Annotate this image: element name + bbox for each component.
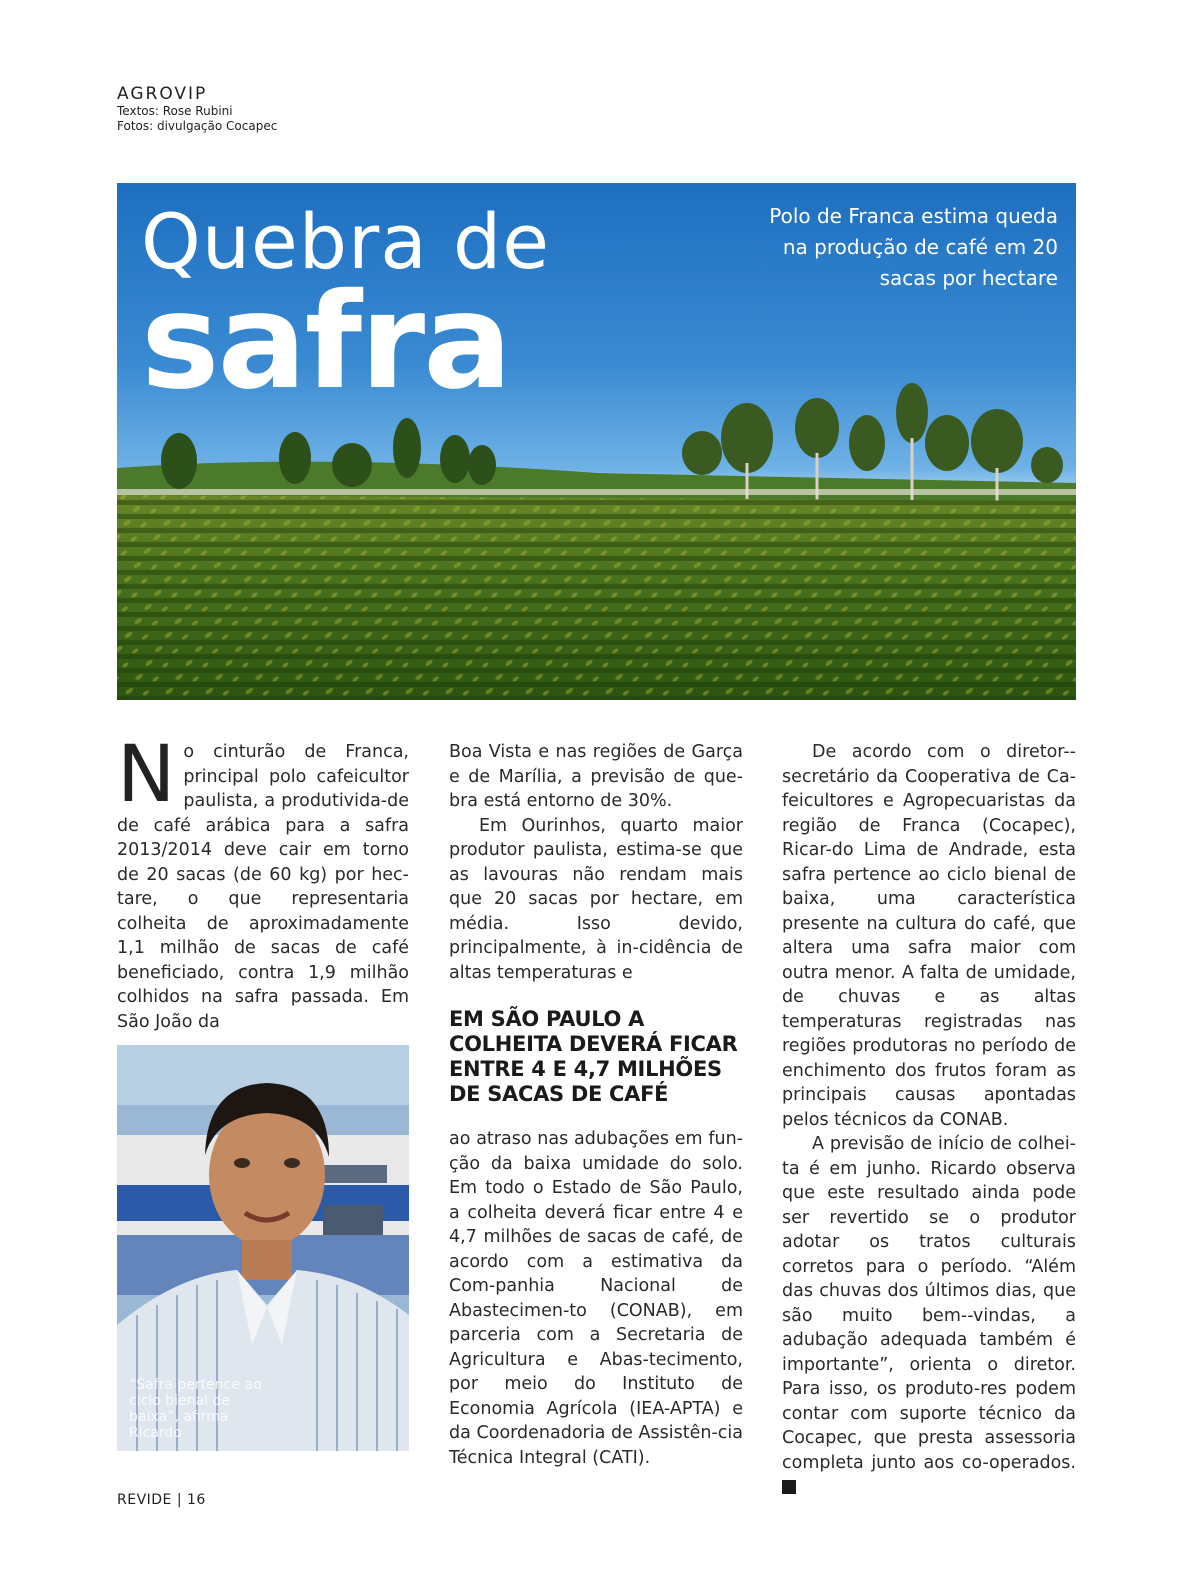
paragraph: ao atraso nas adubações em fun-ção da baixa umidade do solo. Em todo o Estado de São Paulo, a colheita deverá ficar entre 4 e 4,7 milhões de sacas de café, de acordo com a estimativa da Com-panhia Nacional de Abastecimen-to (CONAB), em parceria com a Secretaria de Agricultura e Abas-tecimento, por meio do Instituto de Economia Agrícola (IEA-APTA) e da Coordenadoria de Assistên-cia Técnica Integral (CATI). — [449, 1129, 743, 1468]
page-folio: REVIDE | 16 — [117, 1492, 206, 1508]
texts-credit: Textos: Rose Rubini — [117, 104, 233, 118]
paragraph: Em Ourinhos, quarto maior produtor paulista, estima-se que as lavouras não rendam mais que 20 sacas por hectare, em média. Isso devido, principalmente, à in-cidência de altas temperaturas e — [449, 815, 743, 983]
article-column-3 — [782, 740, 1076, 1500]
hero-image — [117, 183, 1076, 700]
paragraph: Boa Vista e nas regiões de Garça e de Marília, a previsão de que-bra está entorno de 30%. — [449, 742, 743, 811]
headline-line1: Quebra de — [141, 197, 550, 286]
end-of-article-mark: r — [782, 1480, 796, 1494]
photos-credit: Fotos: divulgação Cocapec — [117, 119, 278, 133]
page-header — [117, 86, 277, 133]
portrait-photo — [117, 1045, 409, 1451]
article-column-1 — [117, 730, 409, 1034]
paragraph: De acordo com o diretor--secretário da Cooperativa de Ca-feicultores e Agropecuaristas da região de Franca (Cocapec), Ricar-do Lima de Andrade, esta safra pertence ao ciclo bienal de baixa, uma característica presente na cultura do café, que altera uma safra maior com outra menor. A falta de umidade, de chuvas e as altas temperaturas registradas nas regiões produtoras no período de enchimento dos frutos foram as principais causas apontadas pelos técnicos da CONAB. — [782, 742, 1076, 1130]
paragraph: o cinturão de Franca, principal polo cafeicultor paulista, a produtivida-de de café arábica para a safra 2013/2014 deve cair em torno de 20 sacas (de 60 kg) por hec-tare, o que representaria colheita de aproximadamente 1,1 milhão de sacas de café beneficiado, contra 1,9 milhão colhidos na safra passada. Em São João da — [117, 742, 409, 1032]
photo-caption: “Safra pertence ao ciclo bienal de baixa”, afirma Ricardo — [129, 1377, 262, 1441]
drop-cap: N — [117, 730, 176, 820]
paragraph: A previsão de início de colhei-ta é em junho. Ricardo observa que este resultado ainda pode ser revertido se o produtor adotar os tratos culturais corretos para o período. “Além das chuvas dos últimos dias, que são muito bem--vindas, a adubação adequada também é importante”, orienta o diretor. Para isso, os produto-res podem contar com suporte técnico da Cocapec, que presta assessoria completa junto aos co-operados. — [782, 1134, 1076, 1473]
headline-line2: safra — [141, 265, 511, 419]
pull-quote: EM SÃO PAULO A COLHEITA DEVERÁ FICAR ENTRE 4 E 4,7 MILHÕES DE SACAS DE CAFÉ — [449, 1007, 738, 1106]
subheadline: Polo de Franca estima queda na produção de café em 20 sacas por hectare — [769, 204, 1058, 290]
article-column-2 — [449, 740, 743, 1470]
section-name: AGROVIP — [117, 84, 208, 104]
